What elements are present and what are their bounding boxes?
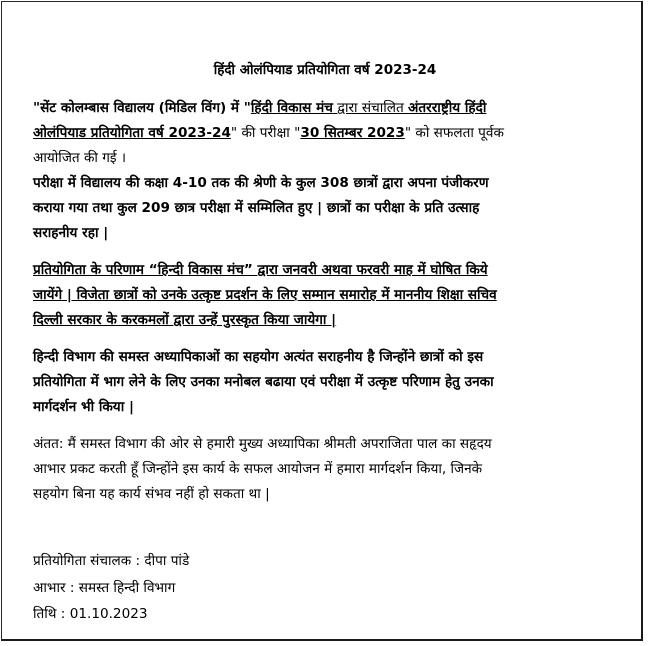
paragraph-line: सराहनीय रहा | [33,225,109,241]
text-run: जायेंगे | विजेता छात्रों को उनके उत्कृष्ट प्रदर्शन के लिए सम्मान समारोह में माननीय शिक्षा सचिव [33,287,497,303]
paragraph-thanks [33,432,623,507]
acknowledgement-line: आभार : समस्त हिन्दी विभाग [33,580,176,596]
paragraph-intro [33,96,623,171]
organizer-line: प्रतियोगिता संचालक : दीपा पांडे [33,553,190,569]
paragraph-line: अंतत: मैं समस्त विभाग की ओर से हमारी मुख्य अध्यापिका श्रीमती अपराजिता पाल का सहृदय [33,436,492,452]
paragraph-line: हिन्दी विभाग की समस्त अध्यापिकाओं का सहयोग अत्यंत सराहनीय है जिन्होंने छात्रों को इस [33,349,484,365]
event-name-part2: ओलंपियाड प्रतियोगिता वर्ष 2023-24 [33,125,231,141]
organizer-name: हिंदी विकास मंच [250,100,333,116]
text-run: द्वारा संचालित [332,100,409,116]
paragraph-line [33,96,623,121]
paragraph-line: प्रतियोगिता में भाग लेने के लिए उनका मनोबल बढाया एवं परीक्षा में उत्कृष्ट परिणाम हेतु उनका [33,374,494,390]
event-name-part1: अंतरराष्ट्रीय हिंदी [408,100,487,116]
paragraph-line: आयोजित की गई । [33,150,127,166]
paragraph-line [33,308,623,333]
exam-date: 30 सितम्बर 2023 [300,125,405,141]
text-run: "सेंट कोलम्बास विद्यालय (मिडिल विंग) में " [33,100,251,116]
paragraph-line: मार्गदर्शन भी किया | [33,399,134,415]
paragraph-line: आभार प्रकट करती हूँ जिन्होंने इस कार्य के सफल आयोजन में हमारा मार्गदर्शन किया, जिनके [33,461,483,477]
paragraph-line: परीक्षा में विद्यालय की कक्षा 4-10 तक की श्रेणी के कुल 308 छात्रों द्वारा अपना पंजीकरण [33,175,489,191]
text-run: " की परीक्षा " [230,125,301,141]
paragraph-line [33,283,623,308]
text-run: " को सफलता पूर्वक [404,125,504,141]
date-line: तिथि : 01.10.2023 [33,606,148,622]
paragraph-line: कराया गया तथा कुल 209 छात्र परीक्षा में सम्मिलित हुए | छात्रों का परीक्षा के प्रति उत्साह [33,200,480,216]
paragraph-line [33,258,623,283]
paragraph-participation [33,171,623,246]
page-title: हिंदी ओलंपियाड प्रतियोगिता वर्ष 2023-24 [213,62,437,78]
paragraph-results [33,258,623,333]
paragraph-teachers [33,345,623,420]
paragraph-line: सहयोग बिना यह कार्य संभव नहीं हो सकता था | [33,486,270,502]
text-run: प्रतियोगिता के परिणाम “हिन्दी विकास मंच” द्वारा जनवरी अथवा फरवरी माह में घोषित किये [33,262,488,278]
paragraph-line [33,121,623,146]
text-run: दिल्ली सरकार के करकमलों द्वारा उन्हें पुरस्कृत किया जायेगा | [33,312,337,328]
